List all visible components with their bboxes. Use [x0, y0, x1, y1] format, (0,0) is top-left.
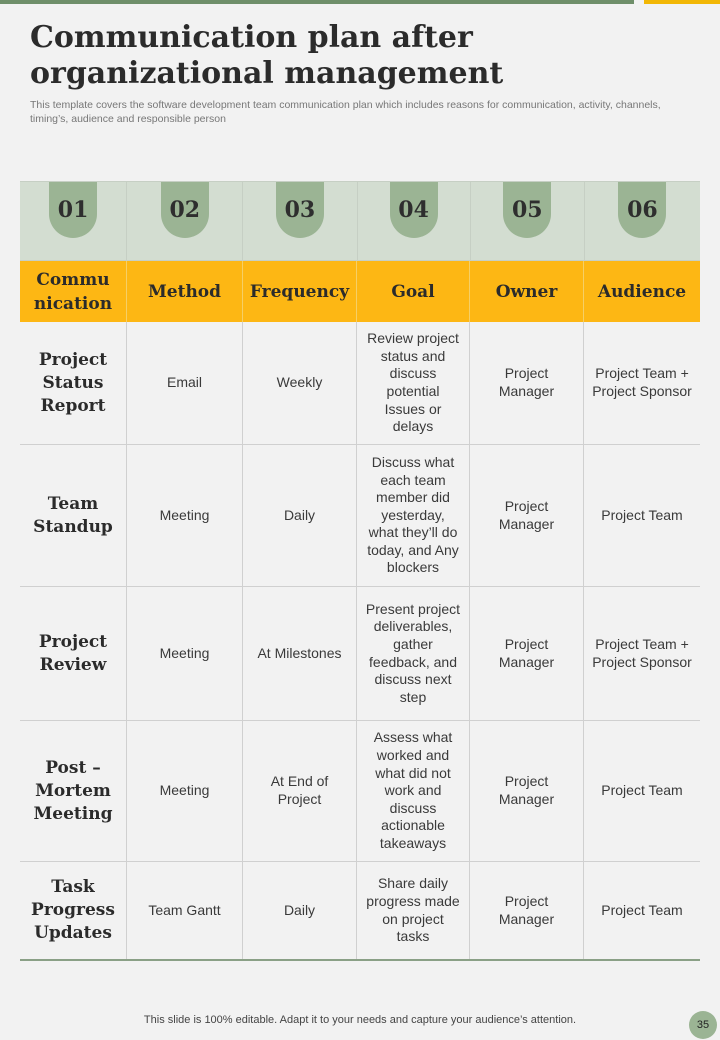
- column-header-frequency: Frequency: [243, 261, 357, 322]
- owner-cell: Project Manager: [470, 587, 584, 720]
- row-title: Task Progress Updates: [20, 862, 127, 959]
- column-header-audience: Audience: [597, 281, 687, 302]
- column-header-goal: Goal: [357, 261, 470, 322]
- frequency-cell: Daily: [243, 445, 357, 586]
- column-header-method: Method: [127, 261, 243, 322]
- goal-cell: Share daily progress made on project tasks: [357, 862, 470, 959]
- method-cell: Meeting: [127, 721, 243, 861]
- table-row: [20, 721, 700, 862]
- frequency-cell: Daily: [243, 862, 357, 959]
- owner-cell: Project Manager: [470, 445, 584, 586]
- method-cell: Meeting: [127, 445, 243, 586]
- number-badge: 03: [276, 182, 324, 238]
- row-title: Project Review: [20, 587, 127, 720]
- audience-cell: Project Team + Project Sponsor: [592, 635, 692, 670]
- goal-cell: Discuss what each team member did yesterday, what they’ll do today, and Any blockers: [357, 445, 470, 586]
- owner-cell: Project Manager: [470, 862, 584, 959]
- column-header-communication: Commu nication: [20, 261, 127, 322]
- table-row: [20, 445, 700, 587]
- number-cell: [358, 182, 471, 260]
- page-subtitle: This template covers the software development team communication plan which includes reasons for communication, activity, channels, timing’s, audience and responsible person: [30, 99, 661, 125]
- frequency-cell: Weekly: [243, 322, 357, 444]
- number-badge: 02: [161, 182, 209, 238]
- table-bottom-rule: [20, 959, 700, 961]
- owner-cell: Project Manager: [470, 721, 584, 861]
- column-header-owner: Owner: [470, 261, 584, 322]
- method-cell: Meeting: [127, 587, 243, 720]
- number-badge: 01: [49, 182, 97, 238]
- goal-cell: Assess what worked and what did not work and discuss actionable takeaways: [357, 721, 470, 861]
- row-title: Team Standup: [20, 445, 127, 586]
- audience-cell: Project Team: [601, 506, 683, 523]
- table-header-row: [20, 261, 700, 322]
- communication-plan-table: [20, 181, 700, 961]
- top-accent-bar-green: [0, 0, 634, 4]
- footer-note: This slide is 100% editable. Adapt it to your needs and capture your audience’s attention.: [143, 1014, 577, 1026]
- audience-cell: Project Team: [601, 901, 683, 918]
- table-row: [20, 862, 700, 959]
- number-cell: [20, 182, 127, 260]
- frequency-cell: At End of Project: [243, 721, 357, 861]
- goal-cell: Present project deliverables, gather feedback, and discuss next step: [357, 587, 470, 720]
- number-cell: [585, 182, 700, 260]
- page-title: Communication plan after organizational management: [30, 20, 504, 91]
- number-cell: [243, 182, 357, 260]
- number-cell: [127, 182, 243, 260]
- table-row: [20, 322, 700, 445]
- top-accent-bar-yellow: [644, 0, 720, 4]
- row-title: Post – Mortem Meeting: [20, 721, 127, 861]
- number-badge: 06: [618, 182, 666, 238]
- owner-cell: Project Manager: [470, 322, 584, 444]
- row-title: Project Status Report: [20, 322, 127, 444]
- number-badge: 05: [503, 182, 551, 238]
- table-row: [20, 587, 700, 721]
- method-cell: Team Gantt: [127, 862, 243, 959]
- method-cell: Email: [127, 322, 243, 444]
- audience-cell: Project Team: [601, 782, 683, 799]
- goal-cell: Review project status and discuss potential Issues or delays: [357, 322, 470, 444]
- frequency-cell: At Milestones: [243, 587, 357, 720]
- page-number-badge: 35: [689, 1011, 717, 1039]
- audience-cell: Project Team + Project Sponsor: [592, 365, 692, 399]
- number-cell: [471, 182, 585, 260]
- number-badge: 04: [390, 182, 438, 238]
- number-row: [20, 181, 700, 261]
